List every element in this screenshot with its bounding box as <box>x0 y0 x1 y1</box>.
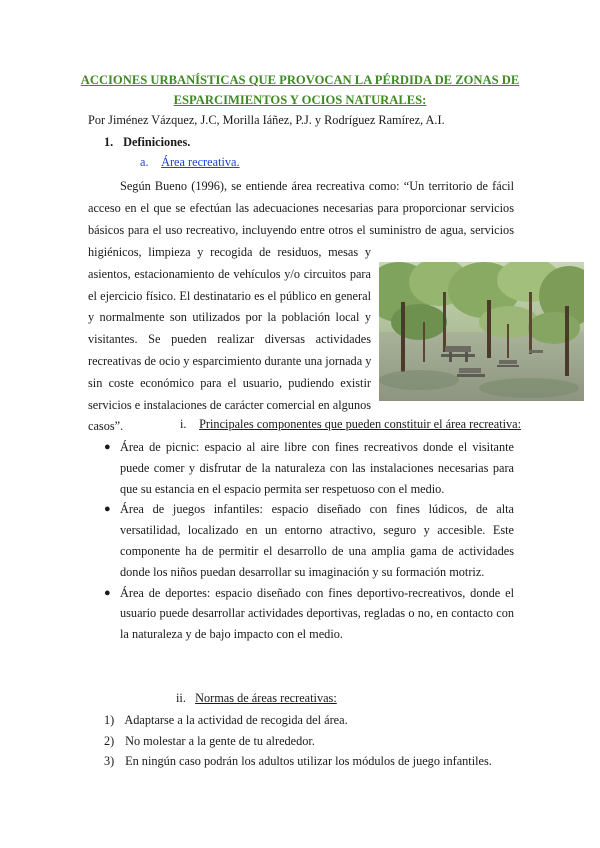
list-item-line: la naturaleza y de bajo impacto con el medio. <box>120 627 343 642</box>
norm-number: 1) <box>104 713 115 727</box>
paragraph-line: recreativas de ocio y esparcimiento durante una jornada y <box>88 353 372 368</box>
definition-paragraph-wrapped <box>88 242 371 416</box>
definition-paragraph-start <box>88 176 514 198</box>
definition-paragraph <box>88 198 514 242</box>
list-item <box>100 437 514 499</box>
paragraph-line: acceso en el que se efectúan las adecuaciones necesarias para proporcionar servicios <box>88 201 514 215</box>
list-item-line: donde los niños puedan desarrollar su imaginación y su formación motriz. <box>120 564 485 579</box>
list-item-line: Área de deportes: espacio diseñado con fines deportivo-recreativos, donde el <box>120 585 514 600</box>
list-item-line: Área de juegos infantiles: espacio diseñado con fines lúdicos, de alta <box>120 502 514 517</box>
subsection-number: i. <box>180 417 187 431</box>
norm-item <box>104 751 492 772</box>
components-list <box>100 437 514 645</box>
norm-item <box>104 731 492 752</box>
list-item <box>100 499 514 582</box>
bullet-icon: ● <box>104 441 111 453</box>
norm-text: En ningún caso podrán los adultos utilizar los módulos de juego infantiles. <box>125 754 492 769</box>
section-number: 1. <box>104 135 114 149</box>
norm-text: Adaptarse a la actividad de recogida del área. <box>124 713 348 727</box>
norm-number: 2) <box>104 733 115 748</box>
recreational-area-photo <box>379 262 584 401</box>
paragraph-line: visitantes. Se pueden realizar diversas actividades <box>88 332 371 347</box>
list-item-line: usuario puede desarrollar actividades deportivas, regladas o no, en contacto con <box>120 606 514 621</box>
subsection-heading-area-recreativa[interactable] <box>140 154 240 170</box>
norms-list <box>104 710 492 772</box>
section-label: Definiciones. <box>123 135 191 149</box>
list-item-line: versatilidad, localizado en un entorno atractivo, seguro y accesible. Este <box>120 523 514 538</box>
title-line-2: ESPARCIMIENTOS Y OCIOS NATURALES: <box>173 93 427 107</box>
subsection-heading-text: Principales componentes que pueden constituir el área recreativa: <box>199 417 522 431</box>
list-item-line: que su estancia en el espacio permita ser respetuoso con el medio. <box>120 481 445 496</box>
paragraph-line: el ejercicio físico. El destinatario es el público en general <box>88 288 371 303</box>
norm-number: 3) <box>104 754 115 769</box>
norm-item <box>104 710 492 731</box>
paragraph-line: básicos para el uso recreativo, incluyendo entre otros el suministro de agua, servicios <box>88 222 514 237</box>
subsection-number: ii. <box>176 691 186 705</box>
title-line-1: ACCIONES URBANÍSTICAS QUE PROVOCAN LA PÉRDIDA DE ZONAS DE <box>80 73 520 87</box>
document-title <box>70 70 530 110</box>
paragraph-line: casos”. <box>88 419 124 433</box>
list-item-line: componente ha de permitir el desarrollo de una amplia gama de actividades <box>120 543 514 558</box>
photo-illustration <box>379 262 584 401</box>
subsection-heading-components <box>180 416 521 432</box>
bullet-icon: ● <box>104 586 111 599</box>
section-heading-definitions <box>104 134 190 150</box>
paragraph-line: sin coste económico para el usuario, pudiendo existir <box>88 375 371 390</box>
authors-line: Por Jiménez Vázquez, J.C, Morilla Iáñez, P.J. y Rodríguez Ramírez, A.I. <box>88 113 445 127</box>
subsection-heading-text: Normas de áreas recreativas: <box>195 691 337 705</box>
bullet-icon: ● <box>104 503 111 516</box>
list-item-line: puede comer y disfrutar de la naturaleza con las instalaciones necesarias para <box>120 460 514 475</box>
norm-text: No molestar a la gente de tu alrededor. <box>125 733 315 748</box>
paragraph-line: asientos, estacionamiento de vehículos y/o circuitos para <box>88 266 371 281</box>
subsection-link[interactable]: Área recreativa. <box>161 155 240 169</box>
list-item <box>100 583 514 645</box>
list-item-line: Área de picnic: espacio al aire libre con fines recreativos donde el visitante <box>120 440 514 454</box>
paragraph-line: higiénicos, limpieza y recogida de residuos, mesas y <box>88 245 371 259</box>
subsection-heading-norms <box>176 690 337 706</box>
paragraph-line: Según Bueno (1996), se entiende área recreativa como: “Un territorio de fácil <box>120 179 514 193</box>
paragraph-line: servicios e instalaciones de carácter comercial en algunos <box>88 397 372 412</box>
paragraph-line: y normalmente son utilizados por la población local y <box>88 310 371 325</box>
subsection-number: a. <box>140 155 149 169</box>
